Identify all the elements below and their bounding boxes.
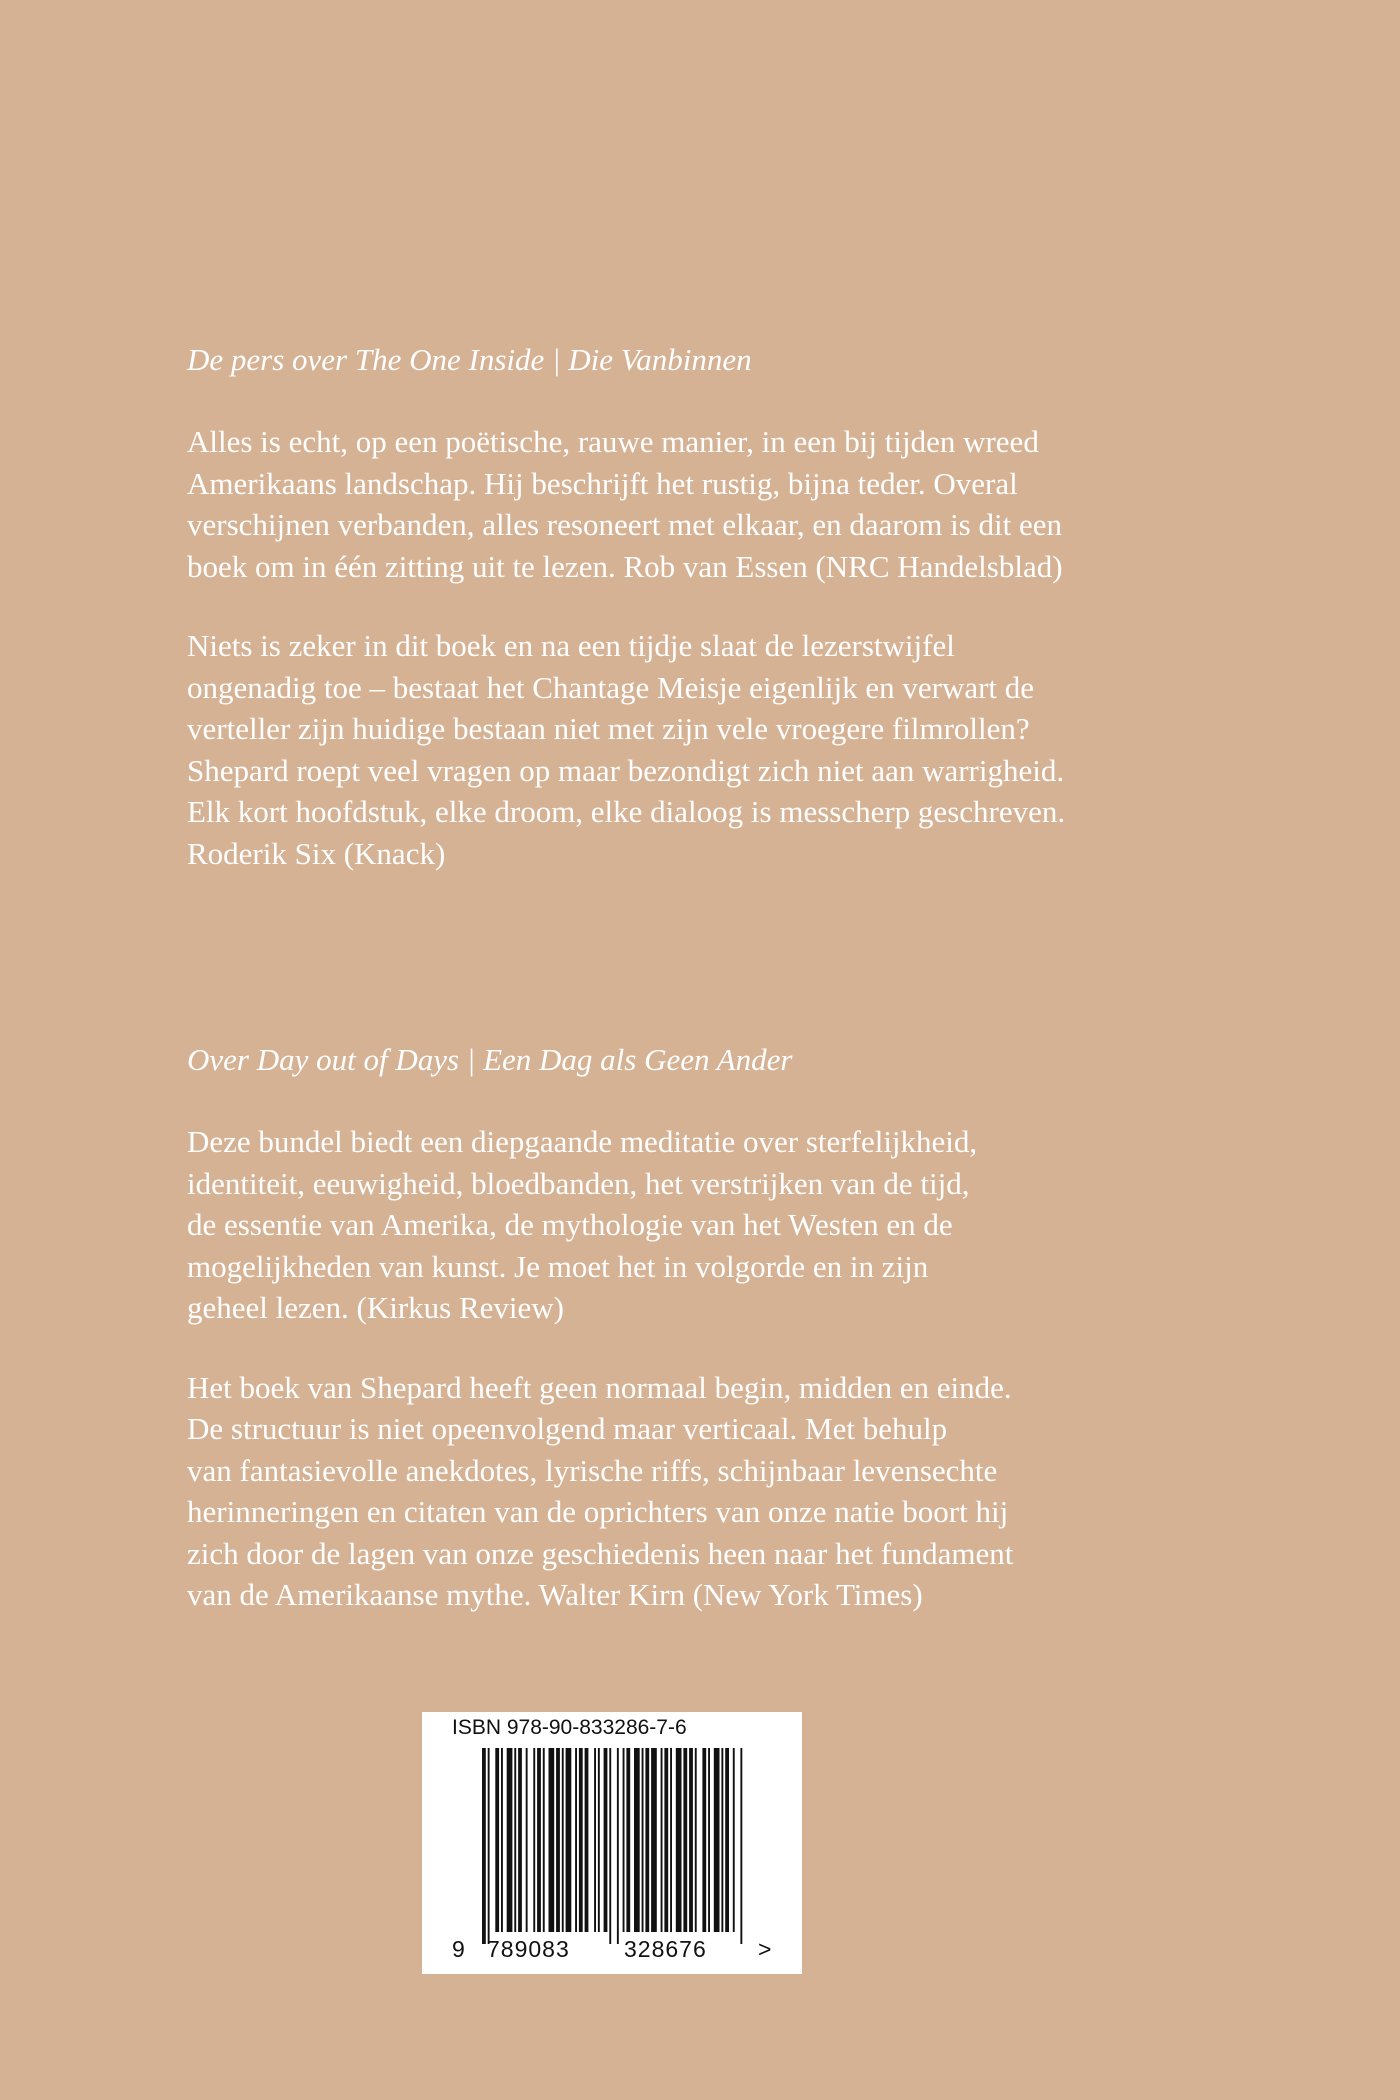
text-line: ongenadig toe – bestaat het Chantage Meisje eigenlijk en verwart de xyxy=(187,669,1035,705)
barcode-bar xyxy=(740,1748,742,1944)
barcode-bar xyxy=(714,1748,720,1932)
barcode-bar xyxy=(721,1748,723,1932)
barcode-bar xyxy=(543,1748,545,1932)
text-line: van de Amerikaanse mythe. Walter Kirn (New York Times) xyxy=(187,1577,923,1612)
barcode-bar xyxy=(488,1748,490,1944)
section-heading: Over Day out of Days | Een Dag als Geen Ander xyxy=(187,1042,793,1077)
barcode-bar xyxy=(676,1748,682,1932)
barcode-bar xyxy=(617,1748,619,1944)
text-line: zich door de lagen van onze geschiedenis heen naar het fundament xyxy=(187,1535,1014,1571)
barcode-digit-lead: 9 xyxy=(452,1936,465,1962)
barcode-bar xyxy=(566,1748,572,1932)
barcode-bar xyxy=(514,1748,516,1932)
text-line: Deze bundel biedt een diepgaande meditatie over sterfelijkheid, xyxy=(187,1124,978,1159)
isbn-label: ISBN 978-90-833286-7-6 xyxy=(452,1716,687,1739)
text-line: Niets is zeker in dit boek en na een tijdje slaat de lezerstwijfel xyxy=(187,628,955,663)
text-line: verschijnen verbanden, alles resoneert met elkaar, en daarom is dit een xyxy=(187,507,1062,542)
barcode-bar xyxy=(689,1748,693,1932)
barcode-bar xyxy=(537,1748,541,1932)
text-line: identiteit, eeuwigheid, bloedbanden, het verstrijken van de tijd, xyxy=(187,1165,970,1201)
barcode-bar xyxy=(702,1748,706,1932)
barcode-bar xyxy=(556,1748,560,1932)
barcode-bar xyxy=(501,1748,503,1932)
barcode-bar xyxy=(598,1748,600,1932)
barcode-bar xyxy=(651,1748,657,1932)
barcode-bar xyxy=(661,1748,663,1932)
review-roderik-six xyxy=(187,625,1247,874)
barcode-bar xyxy=(634,1748,640,1932)
text-line: Amerikaans landschap. Hij beschrijft het rustig, bijna teder. Overal xyxy=(187,465,1018,501)
barcode-bar xyxy=(695,1748,697,1932)
text-line: Alles is echt, op een poëtische, rauwe manier, in een bij tijden wreed xyxy=(187,424,1039,459)
text-line: Roderik Six (Knack) xyxy=(187,835,446,871)
text-line: Elk kort hoofdstuk, elke droom, elke dialoog is messcherp geschreven. xyxy=(187,794,1066,829)
barcode-bar xyxy=(642,1748,644,1932)
review-rob-van-essen xyxy=(187,421,1247,587)
barcode-bar xyxy=(733,1748,735,1932)
barcode-bar xyxy=(562,1748,564,1932)
text-line: mogelijkheden van kunst. Je moet het in volgorde en in zijn xyxy=(187,1248,929,1284)
barcode-bar xyxy=(549,1748,555,1932)
barcode-digits-left: 789083 xyxy=(487,1936,570,1962)
barcode-bar xyxy=(683,1748,687,1932)
press-section-day-out-of-days xyxy=(187,1040,1247,1616)
barcode-arrow: > xyxy=(758,1936,772,1962)
barcode-bar xyxy=(495,1748,499,1932)
barcode-bar xyxy=(579,1748,583,1932)
barcode-bar xyxy=(725,1748,729,1932)
barcode-bar xyxy=(526,1748,528,1932)
isbn-barcode xyxy=(422,1712,802,1974)
text-line: geheel lezen. (Kirkus Review) xyxy=(187,1290,565,1325)
text-line: verteller zijn huidige bestaan niet met zijn vele vroegere filmrollen? xyxy=(187,711,1030,746)
barcode-bar xyxy=(604,1748,608,1932)
text-line: de essentie van Amerika, de mythologie van het Westen en de xyxy=(187,1207,953,1242)
text-line: boek om in één zitting uit te lezen. Rob van Essen (NRC Handelsblad) xyxy=(187,548,1063,584)
barcode-bar xyxy=(626,1748,630,1932)
barcode-bar xyxy=(708,1748,710,1932)
barcode-bar xyxy=(594,1748,596,1932)
barcode-bar xyxy=(575,1748,577,1932)
barcode-bar xyxy=(664,1748,668,1932)
barcode-bar xyxy=(645,1748,649,1932)
barcode-bar xyxy=(609,1748,611,1944)
barcode-bar xyxy=(482,1748,486,1944)
barcode-bar xyxy=(518,1748,522,1932)
text-line: van fantasievolle anekdotes, lyrische riffs, schijnbaar levensechte xyxy=(187,1452,998,1488)
press-section-the-one-inside xyxy=(187,340,1247,874)
text-line: Het boek van Shepard heeft geen normaal begin, midden en einde. xyxy=(187,1369,1012,1405)
text-line: De structuur is niet opeenvolgend maar verticaal. Met behulp xyxy=(187,1411,948,1446)
barcode-bars xyxy=(422,1712,802,1974)
text-line: herinneringen en citaten van de oprichters van onze natie boort hij xyxy=(187,1494,1009,1529)
barcode-bar xyxy=(507,1748,513,1932)
barcode-bar xyxy=(533,1748,535,1932)
barcode-bar xyxy=(623,1748,625,1932)
barcode-bar xyxy=(670,1748,672,1932)
review-walter-kirn xyxy=(187,1367,1247,1616)
barcode-bar xyxy=(585,1748,589,1932)
barcode-digits-right: 328676 xyxy=(624,1936,707,1962)
review-kirkus xyxy=(187,1121,1247,1329)
text-line: Shepard roept veel vragen op maar bezondigt zich niet aan warrigheid. xyxy=(187,752,1065,788)
section-heading: De pers over The One Inside | Die Vanbinnen xyxy=(187,342,752,377)
